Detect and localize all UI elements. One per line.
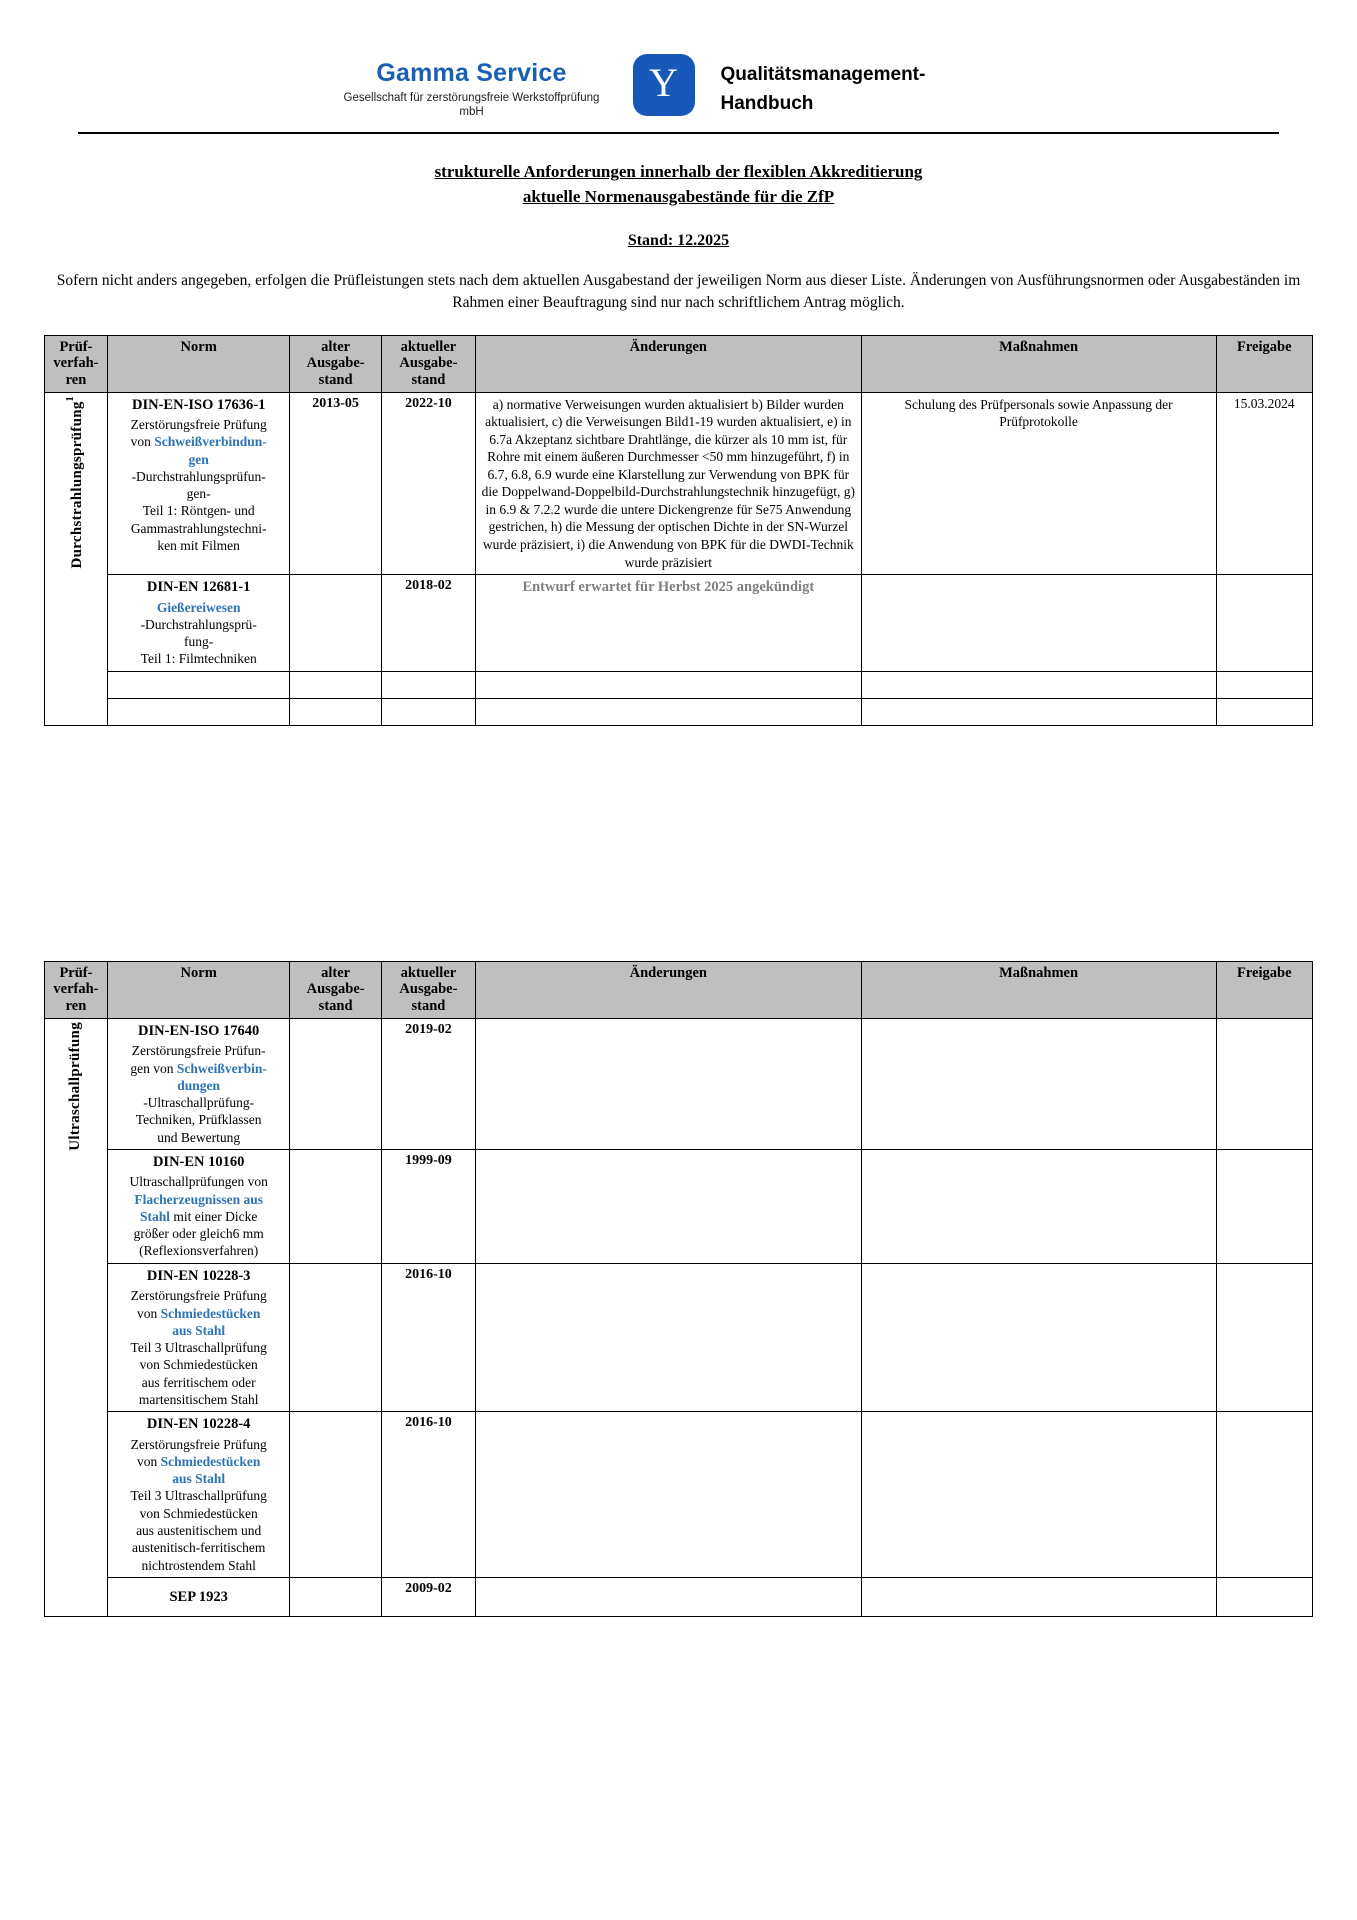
col-header-norm: Norm xyxy=(107,961,290,1018)
freigabe-cell xyxy=(1216,1412,1312,1578)
aktueller-ausgabestand-cell xyxy=(381,671,475,698)
table-header-row xyxy=(45,961,1313,1018)
norm-highlight: dungen xyxy=(177,1077,221,1093)
norm-title: SEP 1923 xyxy=(169,1588,228,1605)
massnahmen-cell xyxy=(861,575,1216,672)
norm-detail: Teil 1: Röntgen- und xyxy=(142,503,255,519)
col-header-freigabe: Freigabe xyxy=(1216,335,1312,392)
norm-cell xyxy=(107,1263,290,1411)
norm-detail: Techniken, Prüfklassen xyxy=(135,1112,262,1128)
aenderungen-cell: a) normative Verweisungen wurden aktualisiert b) Bilder wurden aktualisiert, c) die Verweisungen Bild1-19 wurden aktualisiert, e) in 6.7a Akzeptanz sichtbare Drahtlänge, die kürzer als 10 mm ist, für Rohre mit einem äußeren Durchmesser <50 mm hinzugeführt, f) in 6.7, 6.8, 6.9 wurde eine Klarstellung zur Verwendung von BPK für die Doppelwand-Doppelbild-Durchstrahlungstechnik hinzugefügt, g) in 6.9 & 7.2.2 wurde die untere Dickengrenze für Se75 Anwendung gestrichen, h) die Messung der optischen Dichte in der SN-Wurzel wurde präzisiert, i) die Anwendung von BPK für die DWDI-Technik wurde präzisiert xyxy=(476,392,861,574)
norm-title: DIN-EN-ISO 17636-1 xyxy=(132,396,266,413)
alter-ausgabestand-cell xyxy=(290,1149,381,1263)
aktueller-ausgabestand-cell: 2016-10 xyxy=(381,1412,475,1578)
norm-title: DIN-EN 10228-4 xyxy=(146,1416,251,1433)
norm-detail: größer oder gleich6 mm xyxy=(133,1226,264,1242)
col-header-alter-ausgabestand: alter Ausgabe- stand xyxy=(290,961,381,1018)
document-header xyxy=(44,40,1313,120)
table-row xyxy=(45,392,1313,574)
aktueller-ausgabestand-cell: 2009-02 xyxy=(381,1577,475,1617)
company-logo xyxy=(633,54,695,116)
massnahmen-cell xyxy=(861,1577,1216,1617)
intro-paragraph: Sofern nicht anders angegeben, erfolgen die Prüfleistungen stets nach dem aktuellen Ausgabestand der jeweiligen Norm aus dieser Liste. Änderungen von Ausführungsnormen oder Ausgabeständen im Rahmen einer Beauftragung sind nur nach schriftlichem Antrag möglich. xyxy=(56,271,1301,312)
norm-cell xyxy=(107,392,290,574)
norm-detail: und Bewertung xyxy=(157,1129,241,1145)
alter-ausgabestand-cell xyxy=(290,698,381,725)
col-header-aktueller-ausgabestand: aktueller Ausgabe- stand xyxy=(381,335,475,392)
aktueller-ausgabestand-cell xyxy=(381,698,475,725)
freigabe-cell xyxy=(1216,575,1312,672)
document-title-line1: Qualitätsmanagement- xyxy=(720,64,926,85)
norm-cell xyxy=(107,1412,290,1578)
aktueller-ausgabestand-cell: 2018-02 xyxy=(381,575,475,672)
col-header-alter-ausgabestand: alter Ausgabe- stand xyxy=(290,335,381,392)
col-header-verfahren: Prüf- verfah- ren xyxy=(45,335,108,392)
document-title xyxy=(721,54,1021,119)
verfahren-cell-ultraschall xyxy=(45,1018,108,1617)
norm-cell xyxy=(107,1018,290,1149)
norm-cell xyxy=(107,1149,290,1263)
verfahren-label: Durchstrahlungsprüfung$^1$ xyxy=(65,395,86,569)
table-row xyxy=(45,1412,1313,1578)
freigabe-cell xyxy=(1216,1263,1312,1411)
norm-detail: -Durchstrahlungsprüfun- xyxy=(131,468,266,484)
massnahmen-cell xyxy=(861,1018,1216,1149)
massnahmen-cell xyxy=(861,1263,1216,1411)
verfahren-cell-durchstrahlung xyxy=(45,392,108,725)
norm-detail: Zerstörungsfreie Prüfung xyxy=(130,1436,267,1452)
norm-detail: von xyxy=(130,434,155,450)
col-header-massnahmen: Maßnahmen xyxy=(861,961,1216,1018)
aktueller-ausgabestand-cell: 1999-09 xyxy=(381,1149,475,1263)
norm-detail: Zerstörungsfreie Prüfung xyxy=(130,417,267,433)
norm-detail: fung- xyxy=(184,634,214,650)
table-row xyxy=(45,1577,1313,1617)
freigabe-cell: 15.03.2024 xyxy=(1216,392,1312,574)
aenderungen-cell xyxy=(476,671,861,698)
norm-detail: austenitisch-ferritischem xyxy=(131,1540,266,1556)
norm-cell xyxy=(107,575,290,672)
massnahmen-cell xyxy=(861,698,1216,725)
aenderungen-cell xyxy=(476,1149,861,1263)
norm-detail: Zerstörungsfreie Prüfun- xyxy=(131,1043,266,1059)
verfahren-label: Ultraschallprüfung xyxy=(67,1021,84,1151)
page-title-line1: strukturelle Anforderungen innerhalb der flexiblen Akkreditierung xyxy=(434,162,923,182)
table-row xyxy=(45,1263,1313,1411)
norm-title: DIN-EN 10228-3 xyxy=(146,1267,251,1284)
header-divider xyxy=(78,132,1279,134)
norm-detail: Zerstörungsfreie Prüfung xyxy=(130,1288,267,1304)
col-header-norm: Norm xyxy=(107,335,290,392)
norm-title: DIN-EN 10160 xyxy=(152,1153,245,1170)
norm-cell xyxy=(107,671,290,698)
alter-ausgabestand-cell xyxy=(290,1263,381,1411)
norm-detail: Gammastrahlungstechni- xyxy=(130,520,267,536)
norm-cell xyxy=(107,1577,290,1617)
massnahmen-cell xyxy=(861,1412,1216,1578)
aktueller-ausgabestand-cell: 2019-02 xyxy=(381,1018,475,1149)
norm-detail: von Schmiedestücken xyxy=(139,1357,258,1373)
page-title-block xyxy=(44,160,1313,209)
norm-detail: ken mit Filmen xyxy=(157,538,240,554)
norm-detail: -Durchstrahlungsprü- xyxy=(140,616,257,632)
table-row-empty xyxy=(45,671,1313,698)
norm-detail: gen von xyxy=(130,1060,177,1076)
norm-highlight: gen xyxy=(188,451,209,467)
norm-cell xyxy=(107,698,290,725)
logo-glyph-icon: Y xyxy=(649,60,678,105)
aenderungen-cell xyxy=(476,1018,861,1149)
norm-highlight: Schmiedestücken xyxy=(160,1305,261,1321)
freigabe-cell xyxy=(1216,1577,1312,1617)
aenderungen-cell: Entwurf erwartet für Herbst 2025 angekündigt xyxy=(476,575,861,672)
col-header-freigabe: Freigabe xyxy=(1216,961,1312,1018)
norm-table-radiographic xyxy=(44,335,1313,726)
norm-highlight: Schweißverbin- xyxy=(176,1060,267,1076)
aenderungen-cell xyxy=(476,1412,861,1578)
alter-ausgabestand-cell xyxy=(290,575,381,672)
col-header-aenderungen: Änderungen xyxy=(476,961,861,1018)
norm-detail: -Ultraschallprüfung- xyxy=(143,1095,255,1111)
norm-detail: aus ferritischem oder xyxy=(141,1374,256,1390)
brand-block xyxy=(337,54,607,120)
col-header-verfahren: Prüf- verfah- ren xyxy=(45,961,108,1018)
norm-detail: Teil 3 Ultraschallprüfung xyxy=(130,1488,267,1504)
col-header-massnahmen: Maßnahmen xyxy=(861,335,1216,392)
massnahmen-cell xyxy=(861,671,1216,698)
alter-ausgabestand-cell xyxy=(290,1577,381,1617)
stand-date: Stand: 12.2025 xyxy=(627,231,730,249)
col-header-aktueller-ausgabestand: aktueller Ausgabe- stand xyxy=(381,961,475,1018)
norm-detail: Ultraschallprüfungen von xyxy=(129,1174,268,1190)
norm-detail: mit einer Dicke xyxy=(170,1208,258,1224)
norm-detail: aus austenitischem und xyxy=(136,1523,262,1538)
norm-detail: von xyxy=(136,1453,161,1469)
col-header-aenderungen: Änderungen xyxy=(476,335,861,392)
norm-detail: gen- xyxy=(186,486,211,502)
aktueller-ausgabestand-cell: 2016-10 xyxy=(381,1263,475,1411)
norm-detail: von Schmiedestücken xyxy=(139,1505,258,1521)
document-title-line2: Handbuch xyxy=(720,93,814,115)
table-header-row xyxy=(45,335,1313,392)
norm-highlight: Stahl xyxy=(140,1208,171,1224)
alter-ausgabestand-cell xyxy=(290,1018,381,1149)
freigabe-cell xyxy=(1216,1018,1312,1149)
norm-highlight: Schmiedestücken xyxy=(160,1453,261,1469)
norm-highlight: Gießereiwesen xyxy=(156,599,241,615)
alter-ausgabestand-cell xyxy=(290,1412,381,1578)
norm-table-ultrasonic xyxy=(44,961,1313,1618)
table-row-empty xyxy=(45,698,1313,725)
section-spacer xyxy=(44,726,1313,941)
norm-detail: Teil 3 Ultraschallprüfung xyxy=(130,1340,267,1356)
alter-ausgabestand-cell xyxy=(290,671,381,698)
freigabe-cell xyxy=(1216,671,1312,698)
norm-detail: (Reflexionsverfahren) xyxy=(139,1243,259,1259)
norm-highlight: aus Stahl xyxy=(172,1471,226,1487)
table-row xyxy=(45,575,1313,672)
aenderungen-cell xyxy=(476,698,861,725)
brand-subtitle: Gesellschaft für zerstörungsfreie Werkstoffprüfung mbH xyxy=(343,91,600,119)
massnahmen-cell: Schulung des Prüfpersonals sowie Anpassung der Prüfprotokolle xyxy=(861,392,1216,574)
alter-ausgabestand-cell: 2013-05 xyxy=(290,392,381,574)
norm-detail: martensitischem Stahl xyxy=(138,1391,259,1407)
freigabe-cell xyxy=(1216,1149,1312,1263)
norm-detail: nichtrostendem Stahl xyxy=(141,1557,256,1573)
freigabe-cell xyxy=(1216,698,1312,725)
norm-highlight: Flacherzeugnissen aus xyxy=(134,1191,263,1207)
norm-title: DIN-EN 12681-1 xyxy=(146,579,251,596)
brand-name: Gamma Service xyxy=(376,59,567,87)
massnahmen-cell xyxy=(861,1149,1216,1263)
aenderungen-cell xyxy=(476,1263,861,1411)
aktueller-ausgabestand-cell: 2022-10 xyxy=(381,392,475,574)
norm-detail: Teil 1: Filmtechniken xyxy=(140,651,257,667)
aenderungen-cell xyxy=(476,1577,861,1617)
norm-title: DIN-EN-ISO 17640 xyxy=(138,1022,260,1039)
norm-highlight: Schweißverbindun- xyxy=(154,434,267,450)
table-row xyxy=(45,1149,1313,1263)
page-title-line2: aktuelle Normenausgabestände für die ZfP xyxy=(522,187,835,207)
table-row xyxy=(45,1018,1313,1149)
norm-detail: von xyxy=(136,1305,161,1321)
norm-highlight: aus Stahl xyxy=(172,1322,226,1338)
